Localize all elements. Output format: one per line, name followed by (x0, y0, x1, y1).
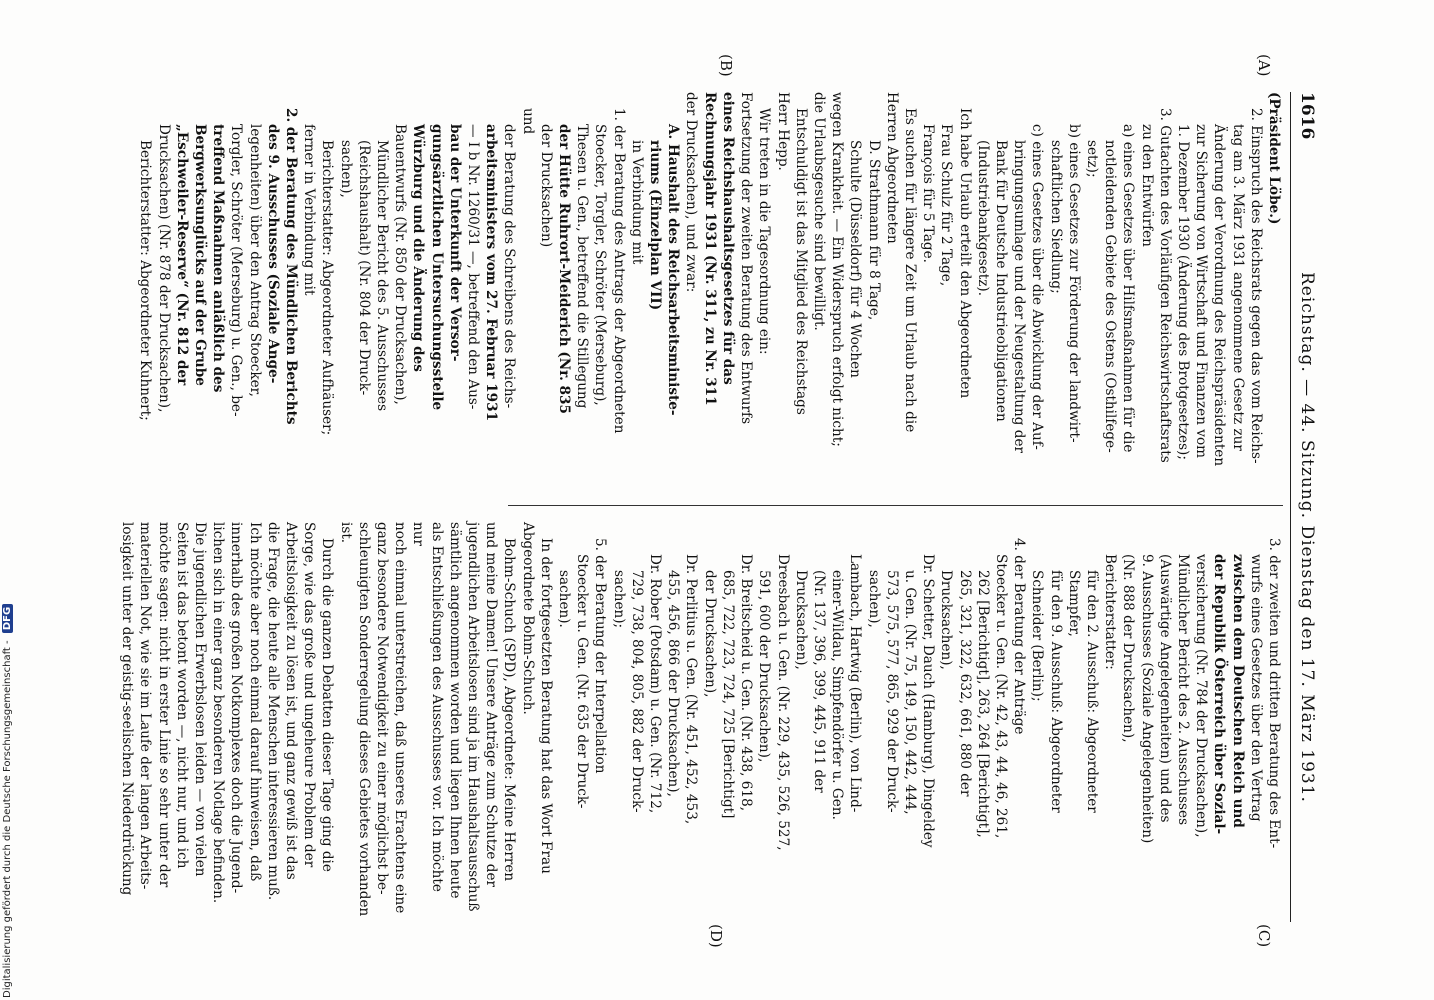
text-line: (Reichshaushalt) (Nr. 804 der Druck- (355, 140, 372, 396)
text-line: und (519, 108, 536, 135)
text-line: tag am 3. März 1931 angenommene Gesetz zur (1229, 124, 1246, 451)
text-line: für den 9. Ausschuß: Abgeordneter (1047, 570, 1064, 813)
margin-mark-a: (A) (1255, 54, 1273, 77)
text-line: möchte sagen: nicht in erster Linie so sehr unter der (155, 522, 172, 888)
text-line: Würzburg und die Änderung des (410, 124, 427, 372)
text-line: (Nr. 888 der Drucksachen), (1120, 554, 1137, 743)
text-line: Dr. Rober (Potsdam) u. Gen. (Nr. 712, (647, 554, 664, 814)
text-line: (Industriebankgesetz). (974, 140, 991, 297)
text-line: des 9. Ausschusses (Soziale Ange- (264, 124, 281, 384)
text-line: 573, 575, 577, 865, 929 der Druck- (883, 570, 900, 813)
text-line: bringungsumlage und der Neugestaltung der (1011, 140, 1028, 454)
text-line: Ich möchte aber noch einmal darauf hinweisen, daß (246, 522, 263, 882)
text-line: Dreesbach u. Gen. (Nr. 229, 435, 526, 527, (774, 554, 791, 851)
text-line: Mündlicher Bericht des 2. Ausschusses (1174, 554, 1191, 826)
text-line: der Republik Österreich über Sozial- (1211, 554, 1228, 835)
text-line: ist. (337, 522, 354, 544)
running-header (1285, 92, 1325, 922)
text-line: Durch die ganzen Debatten dieser Tage ging die (319, 538, 336, 872)
text-line: (Nr. 137, 396, 399, 445, 911 der (810, 570, 827, 793)
text-line: Drucksachen), (792, 570, 809, 670)
text-line: Thesen u. Gen., betreffend die Stillegung (574, 124, 591, 409)
text-line: In der fortgesetzten Beratung hat das Wort Frau (537, 538, 554, 874)
text-line: a) eines Gesetzes über Hilfsmaßnahmen für die (1120, 124, 1137, 453)
section-heading: A. Haushalt des Reichsarbeitsministe- (665, 124, 682, 416)
text-line: sachen); (610, 570, 627, 629)
text-line: François für 5 Tage. (920, 124, 937, 263)
text-line: der Hütte Ruhrort-Meiderich (Nr. 835 (556, 124, 573, 414)
text-line: zur Sicherung von Wirtschaft und Finanzen vom (1193, 124, 1210, 459)
text-line: ganz besondere Notwendigkeit zu einer möglichst be- (374, 522, 391, 895)
text-line: materiellen Not, wie sie im Laufe der langen Arbeits- (137, 522, 154, 890)
text-line: Frau Schulz für 2 Tage, (938, 124, 955, 287)
text-line: schaftlichen Siedlung; (1047, 140, 1064, 294)
right-column (118, 522, 1283, 917)
text-line: gungsärztlichen Untersuchungsstelle (428, 124, 445, 411)
text-line: notleidenden Gebiete des Ostens (Osthilfege- (1102, 140, 1119, 453)
text-line: 5. der Beratung der Interpellation (592, 538, 609, 774)
text-line: Stoecker u. Gen. (Nr. 635 der Druck- (574, 554, 591, 809)
text-line: Mündlicher Bericht des 5. Ausschusses (374, 140, 391, 412)
text-line: Stoecker u. Gen. (Nr. 42, 43, 44, 46, 261, (992, 554, 1009, 839)
text-line: Bauentwurfs (Nr. 850 der Drucksachen), (392, 124, 409, 405)
text-line: Berichterstatter: (1102, 554, 1119, 670)
margin-mark-d: (D) (707, 924, 725, 948)
text-line: Schulte (Düsseldorf) für 4 Wochen (847, 140, 864, 378)
text-line: zwischen dem Deutschen Reich und (1229, 554, 1246, 828)
text-line: sämtlich angenommen worden und liegen Ihnen heute (446, 522, 463, 899)
text-line: Dr. Perlitius u. Gen. (Nr. 451, 452, 453, (683, 554, 700, 825)
rotated-document-page (110, 54, 1325, 948)
text-line: zu den Entwürfen (1138, 124, 1155, 247)
text-line: Stampfer, (1065, 570, 1082, 637)
text-line: 1. Dezember 1930 (Änderung des Brotgesetzes); (1174, 124, 1191, 460)
text-line: Herr Hepp. (774, 92, 791, 171)
text-line: 3. Gutachten des Vorläufigen Reichswirtschaftsrats (1156, 108, 1173, 463)
text-line: 9. Ausschusses (Soziale Angelegenheiten) (1138, 554, 1155, 844)
text-line: der Drucksachen), und zwar: (683, 92, 700, 293)
text-line: noch einmal unterstreichen, daß unseres Erachtens eine (392, 522, 409, 914)
speaker-line: Bohm-Schuch (SPD), Abgeordnete: Meine Herren (501, 538, 518, 882)
text-line: sachen). (556, 570, 573, 628)
text-line: b) eines Gesetzes zur Förderung der landwirt- (1065, 124, 1082, 443)
dfg-logo: DFG (2, 604, 13, 633)
text-line: Drucksachen), (938, 570, 955, 670)
text-line: sachen), (865, 570, 882, 628)
text-line: für den 2. Ausschuß: Abgeordneter (1083, 570, 1100, 813)
text-line: Seiten ist das betont worden —, nicht nur, und ich (173, 522, 190, 869)
text-line: (Präsident Löbe.) (1266, 92, 1282, 225)
text-line: D. Strathmann für 8 Tage, (865, 140, 882, 321)
page-number: 1616 (1297, 92, 1317, 140)
text-line: eines Reichshaushaltsgesetzes für das (719, 92, 736, 385)
text-line: einer-Wildau, Simpfendörfer u. Gen. (829, 570, 846, 820)
text-line: versicherung (Nr. 784 der Drucksachen), (1193, 554, 1210, 838)
text-line: Lambach, Hartwig (Berlin), von Lind- (847, 554, 864, 813)
text-line: 729, 738, 804, 805, 882 der Druck- (628, 570, 645, 813)
text-line: der Beratung des Schreibens des Reichs- (501, 124, 518, 409)
text-line: Berichterstatter: Abgeordneter Kuhnert; (137, 140, 154, 421)
text-line: der Drucksachen) (537, 124, 554, 248)
text-line: u. Gen. (Nr. 75, 149, 150, 442, 444, (901, 570, 918, 815)
text-line: Dr. Breitscheid u. Gen. (Nr. 438, 618, (738, 554, 755, 812)
text-line: die Frage, die heute alle Menschen interessieren muß. (264, 522, 281, 901)
text-line: Änderung der Verordnung des Reichspräsidenten (1211, 124, 1228, 467)
text-line: Wir treten in die Tagesordnung ein: (756, 108, 773, 355)
text-line: Dr. Schetter, Dauch (Hamburg), Dingeldey (920, 554, 937, 848)
text-line: 685, 722, 723, 724, 725 [Berichtigt] (719, 570, 736, 819)
text-line: 3. der zweiten und dritten Beratung des Ent- (1266, 538, 1282, 849)
text-line: Schneider (Berlin); (1029, 570, 1046, 702)
text-line: die Urlaubsgesuche sind bewilligt. (810, 92, 827, 331)
text-line: innerhalb des großen Notkomplexes doch die Jugend- (228, 522, 245, 894)
text-line: jugendlichen Arbeitslosen sind ja im Haushaltsausschuß (465, 522, 482, 912)
text-line: Berichterstatter: Abgeordneter Aufhäuser; (319, 140, 336, 436)
running-title: Reichstag. — 44. Sitzung. Dienstag den 17. März 1931. (1297, 272, 1317, 803)
text-line: 262 [Berichtigt], 263, 264 [Berichtigt], (974, 570, 991, 838)
header-rule (1290, 92, 1291, 922)
column-divider (508, 505, 1283, 506)
text-line: c) eines Gesetzes über die Abwicklung der Auf- (1029, 124, 1046, 450)
text-line: schleunigten Sonderregelung dieses Gebietes vorhanden (355, 522, 372, 917)
text-line: Sorge, wie das große und ungeheure Problem der (301, 522, 318, 868)
text-line: Drucksachen) (Nr. 878 der Drucksachen), (155, 124, 172, 413)
left-column (136, 92, 1283, 487)
text-line: in Verbindung mit (628, 140, 645, 265)
text-line: und meine Damen! Unsere Anträge zum Schutze der (483, 522, 500, 888)
text-line: 2. Einspruch des Reichsrats gegen das vom Reichs- (1247, 108, 1264, 464)
text-line: — I b Nr. 1260/31 —, betreffend den Aus- (465, 124, 482, 410)
text-line: 4. der Beratung der Anträge (1011, 538, 1028, 735)
text-line: der Drucksachen), (701, 570, 718, 698)
text-line: losigkeit unter der geistig-seelischen Niederdrückung (119, 522, 136, 896)
margin-mark-b: (B) (717, 54, 735, 77)
text-line: Bergwerksunglücks auf der Grube (192, 124, 209, 386)
text-line: lichen sich in einer ganz besonderen Notlage befinden. (210, 522, 227, 904)
footer-text: Digitalisierung gefördert durch die Deutsche Forschungsgemeinschaft - (2, 640, 13, 998)
text-line: Fortsetzung der zweiten Beratung des Entwurfs (738, 92, 755, 425)
text-line: Torgler, Schröter (Merseburg) u. Gen., be- (228, 124, 245, 417)
margin-mark-c: (C) (1255, 924, 1273, 948)
text-line: treffend Maßnahmen anläßlich des (210, 124, 227, 393)
text-line: 591, 600 der Drucksachen), (756, 570, 773, 763)
section-heading: riums (Einzelplan VII) (647, 140, 664, 311)
text-line: 2. der Beratung des Mündlichen Berichts (283, 108, 300, 425)
text-line: Abgeordnete Bohm-Schuch. (519, 522, 536, 715)
text-line: Stoecker, Torgler, Schröter (Merseburg), (592, 124, 609, 406)
text-line: Ich habe Urlaub erteilt den Abgeordneten (956, 108, 973, 399)
text-line: 1. der Beratung des Antrags der Abgeordneten (610, 108, 627, 434)
text-line: arbeitsministers vom 27. Februar 1931 (483, 124, 500, 422)
digitization-footer (2, 604, 13, 998)
text-line: „Eschweiler-Reserve“ (Nr. 812 der (173, 124, 190, 386)
text-line: Herren Abgeordneten (883, 92, 900, 244)
text-line: (Auswärtige Angelegenheiten) und des (1156, 554, 1173, 823)
text-line: 265, 321, 322, 632, 661, 880 der (956, 570, 973, 797)
text-line: bau der Unterkunft der Versor- (446, 124, 463, 362)
text-line: Die jugendlichen Erwerbslosen leiden — von vielen (192, 522, 209, 877)
text-line: Arbeitslosigkeit zu lösen ist, und ganz gewiß ist das (283, 522, 300, 880)
text-line: sachen), (337, 140, 354, 198)
text-line: ferner in Verbindung mit (301, 124, 318, 296)
text-line: legenheiten) über den Antrag Stoecker, (246, 124, 263, 397)
text-line: Bank für Deutsche Industrieobligationen (992, 140, 1009, 422)
text-line: wurfs eines Gesetzes über den Vertrag (1247, 554, 1264, 822)
text-line: Entschuldigt ist das Mitglied des Reichstags (792, 108, 809, 415)
text-line: Es suchen für längere Zeit um Urlaub nach die (901, 108, 918, 433)
text-line: setz); (1083, 140, 1100, 178)
text-line: als Entschließungen des Ausschusses vor. Ich möchte nur (410, 522, 445, 892)
text-line: wegen Krankheit. — Ein Widerspruch erfolgt nicht; (829, 92, 846, 447)
text-line: Rechnungsjahr 1931 (Nr. 311, zu Nr. 311 (701, 92, 718, 406)
text-line: 455, 456, 866 der Drucksachen), (665, 570, 682, 797)
